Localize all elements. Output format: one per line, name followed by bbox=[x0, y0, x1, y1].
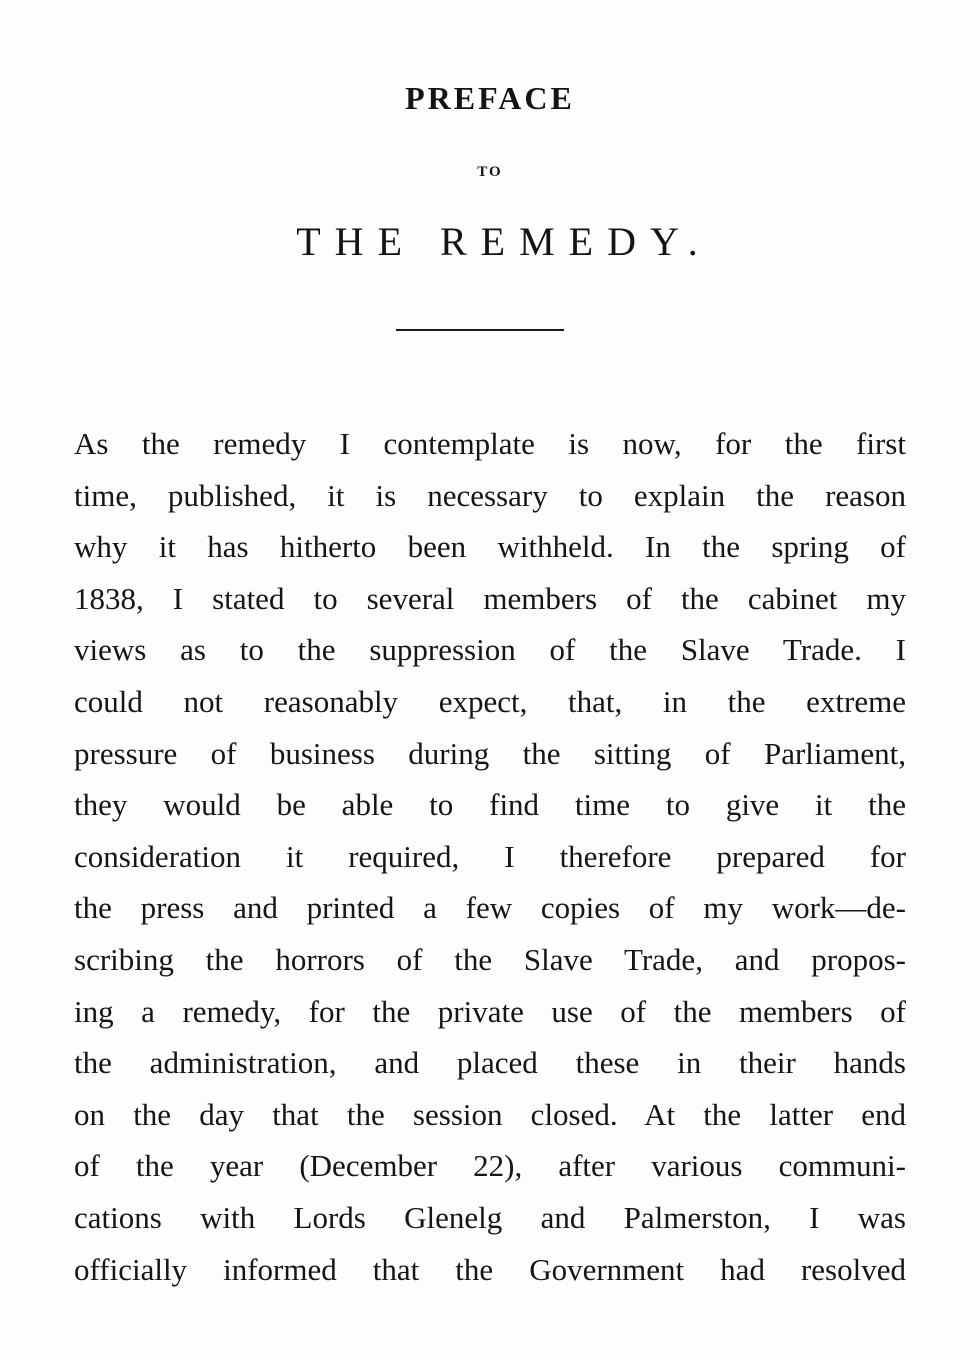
text-line: could not reasonably expect, that, in the extreme bbox=[74, 683, 906, 719]
preface-body-paragraph bbox=[74, 418, 906, 1295]
text-line: time, published, it is necessary to explain the reason bbox=[74, 477, 906, 513]
text-line: views as to the suppression of the Slave Trade. I bbox=[74, 632, 906, 668]
section-divider-rule bbox=[396, 329, 564, 331]
text-line: scribing the horrors of the Slave Trade, and propos- bbox=[74, 941, 906, 977]
text-line: ing a remedy, for the private use of the members of bbox=[74, 993, 906, 1029]
text-line: why it has hitherto been withheld. In the spring of bbox=[74, 529, 906, 565]
heading-the-remedy: THE REMEDY. bbox=[296, 219, 712, 264]
heading-preface: PREFACE bbox=[405, 80, 575, 116]
text-line: the press and printed a few copies of my work—de- bbox=[74, 890, 906, 926]
text-line: As the remedy I contemplate is now, for the first bbox=[74, 426, 906, 461]
text-line: they would be able to find time to give it the bbox=[74, 787, 906, 823]
heading-to: TO bbox=[477, 164, 503, 180]
text-line: cations with Lords Glenelg and Palmerston, I was bbox=[74, 1199, 906, 1235]
text-line: of the year (December 22), after various communi- bbox=[74, 1148, 906, 1184]
text-line: 1838, I stated to several members of the cabinet my bbox=[74, 580, 906, 616]
text-line: consideration it required, I therefore prepared for bbox=[74, 838, 906, 874]
text-line: officially informed that the Government had resolved bbox=[74, 1251, 906, 1287]
text-line: pressure of business during the sitting of Parliament, bbox=[74, 735, 906, 771]
text-line: on the day that the session closed. At the latter end bbox=[74, 1096, 906, 1132]
text-line: the administration, and placed these in their hands bbox=[74, 1045, 906, 1081]
